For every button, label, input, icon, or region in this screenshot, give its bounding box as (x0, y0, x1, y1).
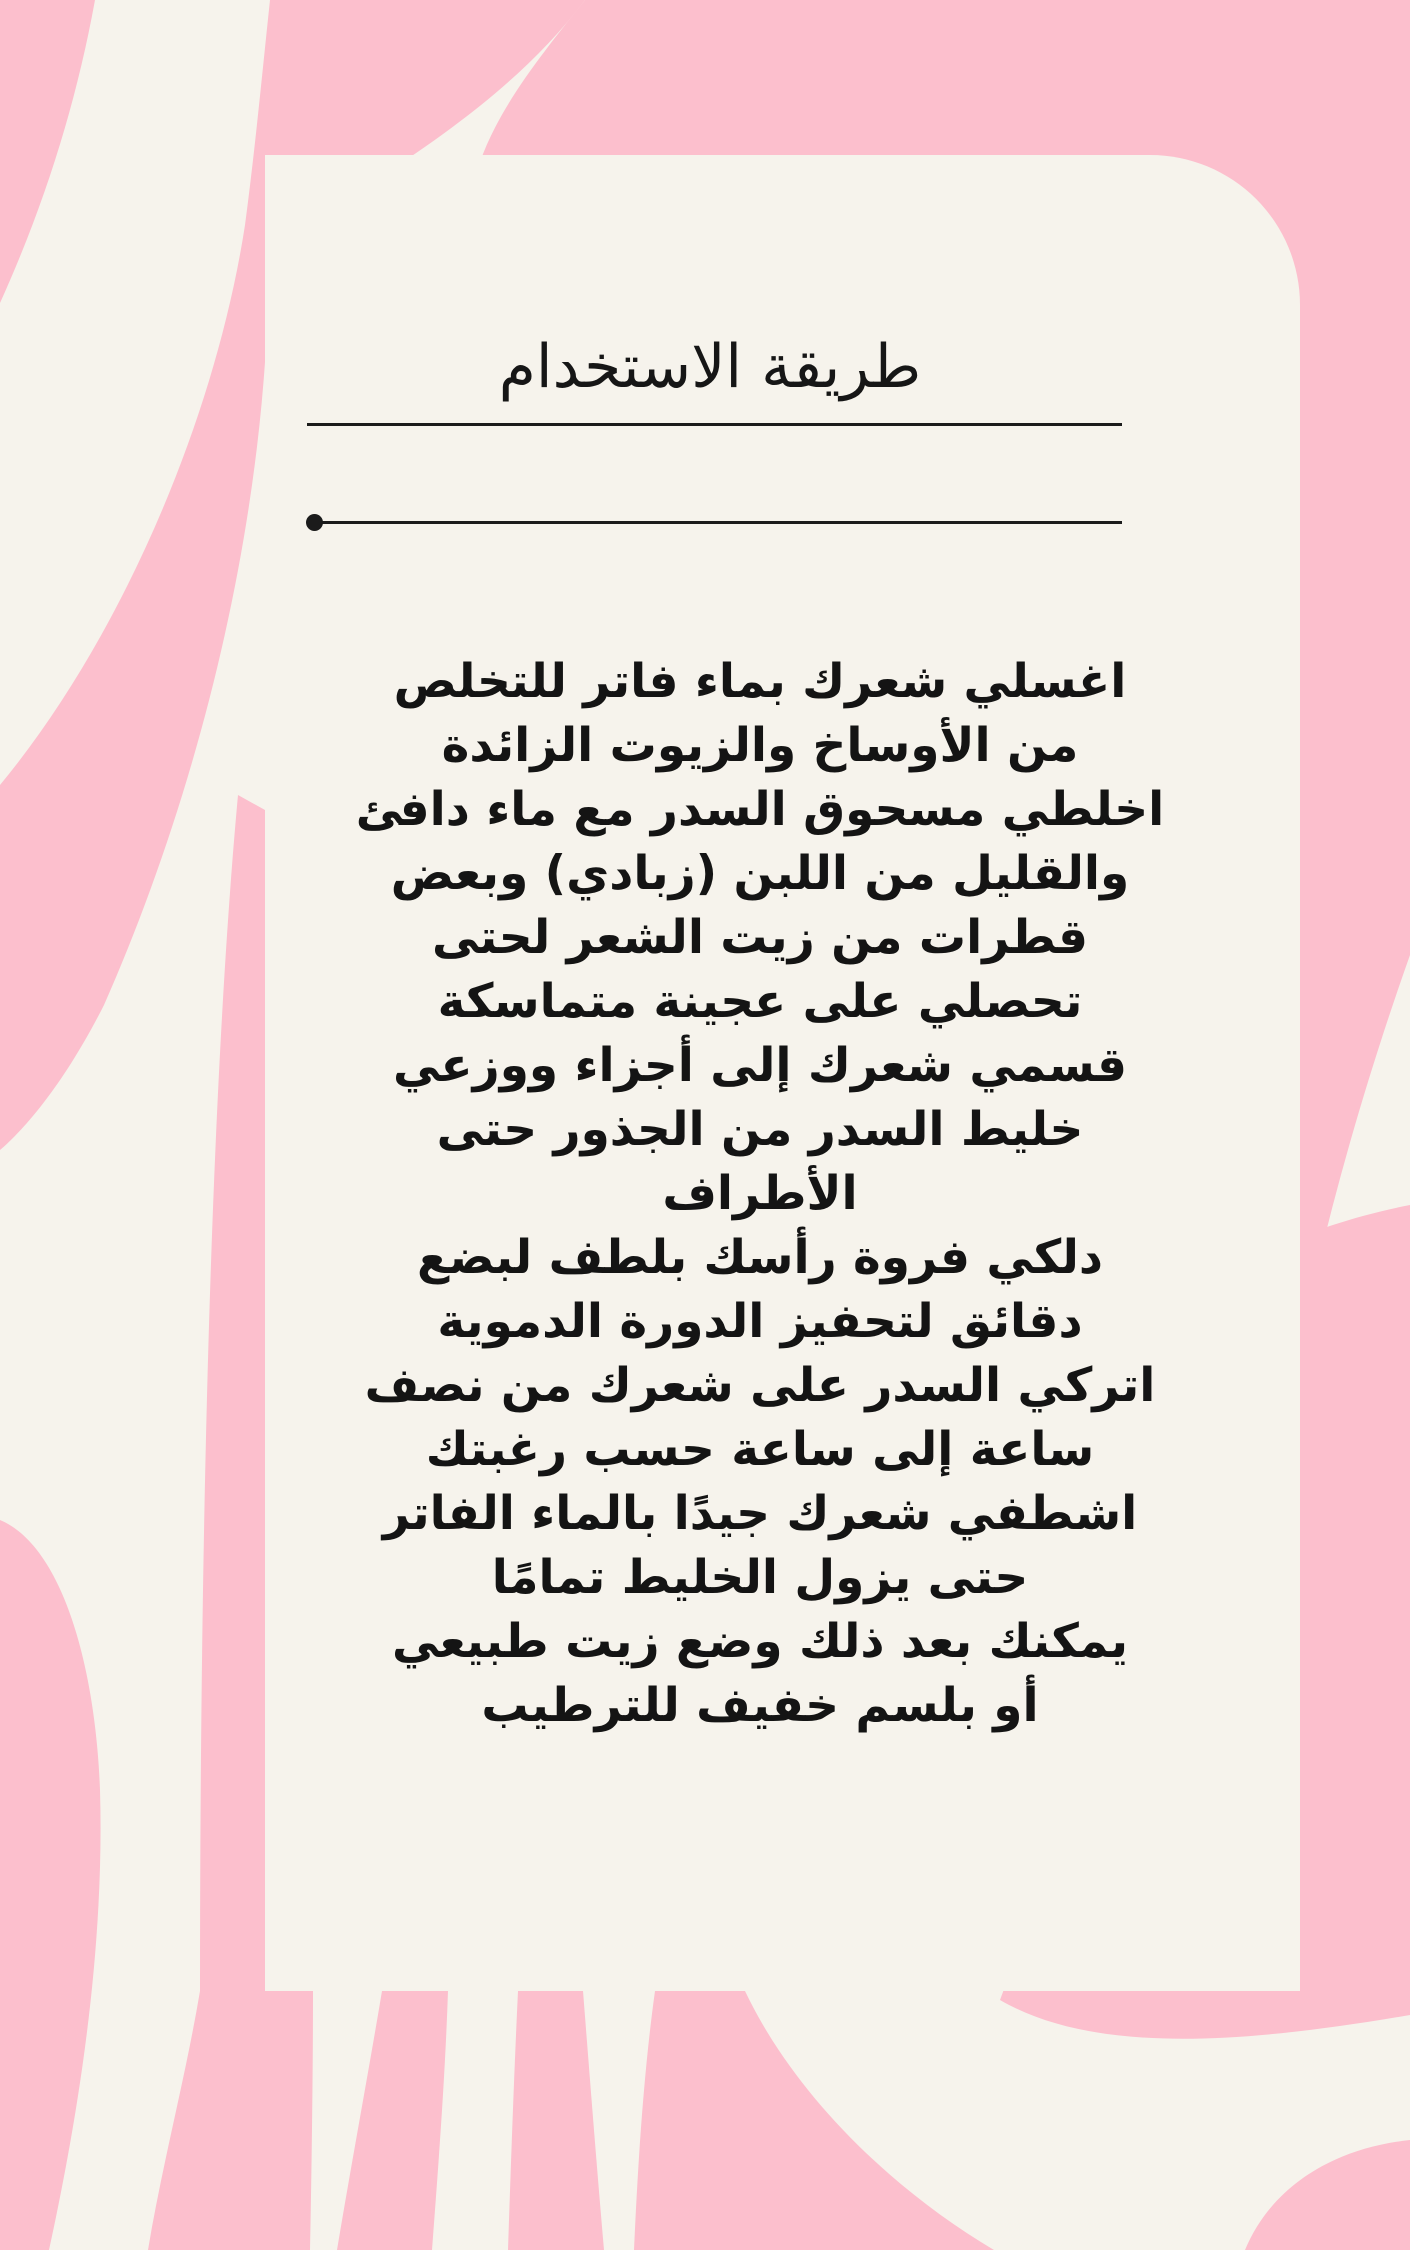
underline-start-dot (306, 514, 323, 531)
instruction-line: قسمي شعرك إلى أجزاء ووزعي (393, 1038, 1127, 1093)
instruction-line: تحصلي على عجينة متماسكة (437, 974, 1083, 1029)
title-underline-bottom (310, 521, 1122, 524)
instruction-line: ساعة إلى ساعة حسب رغبتك (425, 1422, 1095, 1477)
bottom-fan-stripe-1-shape (337, 1991, 448, 2250)
instruction-line: دلكي فروة رأسك بلطف لبضع (416, 1230, 1104, 1285)
instruction-line: اغسلي شعرك بماء فاتر للتخلص (393, 654, 1127, 709)
instruction-line: دقائق لتحفيز الدورة الدموية (437, 1294, 1083, 1349)
bottom-fan-stripe-2-shape (508, 1991, 604, 2250)
instruction-line: قطرات من زيت الشعر لحتى (431, 910, 1089, 965)
bottom-left-edge-band-shape (0, 1520, 101, 2250)
instruction-line: اتركي السدر على شعرك من نصف (364, 1358, 1156, 1413)
instruction-line: اخلطي مسحوق السدر مع ماء دافئ (355, 782, 1165, 837)
bottom-fan-stripe-3-shape (634, 1991, 994, 2250)
top-left-corner-wedge-shape (0, 0, 95, 303)
title-underline-top (307, 423, 1122, 426)
instruction-line: حتى يزول الخليط تمامًا (491, 1550, 1029, 1605)
instruction-line: أو بلسم خفيف للترطيب (481, 1678, 1039, 1733)
instruction-line: من الأوساخ والزيوت الزائدة (441, 718, 1079, 773)
instructions-block (245, 650, 1275, 1738)
page-title: طريقة الاستخدام (498, 332, 922, 403)
instruction-line: خليط السدر من الجذور حتى (436, 1102, 1084, 1157)
instruction-line: يمكنك بعد ذلك وضع زيت طبيعي (391, 1614, 1129, 1669)
instruction-line: الأطراف (662, 1166, 858, 1221)
instruction-line: اشطفي شعرك جيدًا بالماء الفاتر (382, 1486, 1138, 1541)
bottom-right-corner-arc-shape (1245, 2140, 1410, 2250)
instruction-line: والقليل من اللبن (زبادي) وبعض (390, 846, 1130, 901)
